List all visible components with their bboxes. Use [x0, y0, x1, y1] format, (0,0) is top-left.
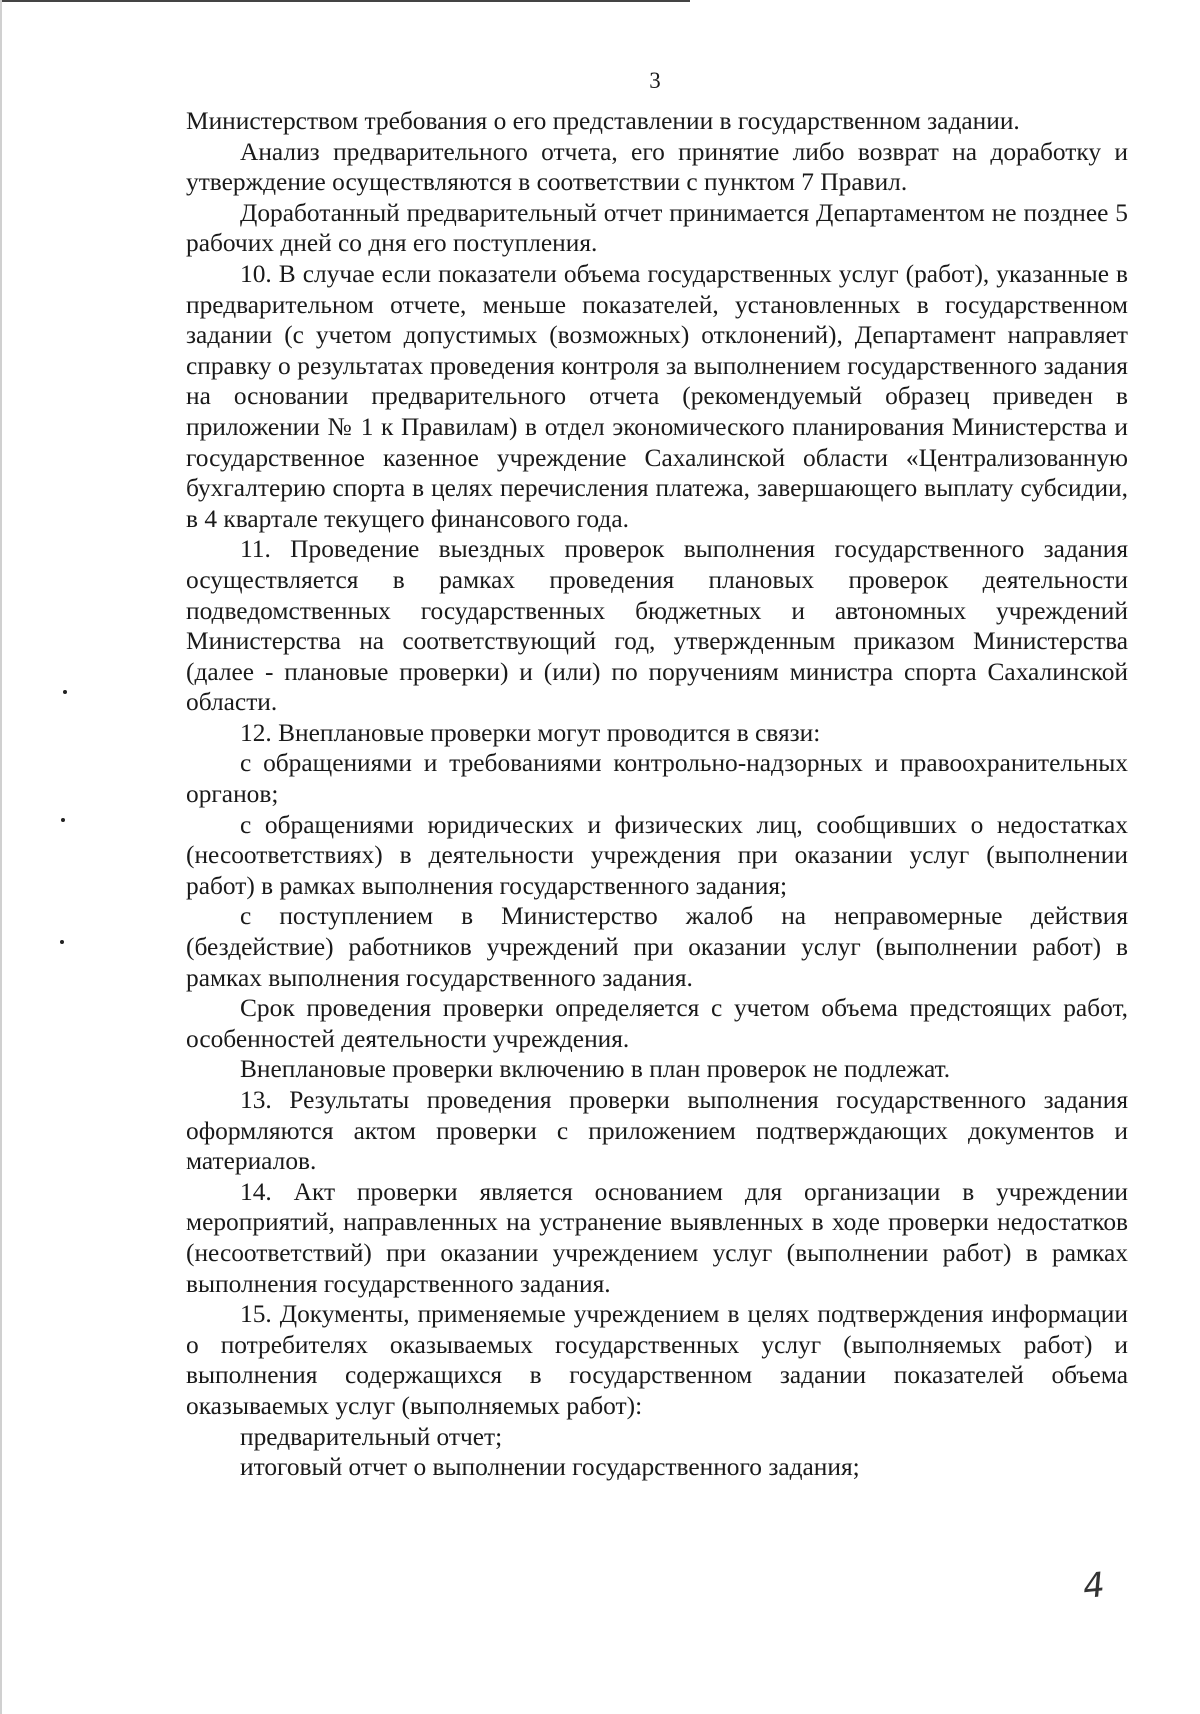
paragraph: Анализ предварительного отчета, его принятие либо возврат на доработку и утверждение осуществляются в соответствии с пунктом 7 Правил. — [186, 137, 1128, 197]
scan-speck — [61, 818, 65, 822]
scan-edge-left — [0, 0, 2, 1714]
paragraph-item-11: 11. Проведение выездных проверок выполнения государственного задания осуществляется в рамках проведения плановых проверок деятельности подведомственных государственных бюджетных и автономных учреждений Министерства на соответствующий год, утвержденным приказом Министерства (далее - плановые проверки) и (или) по поручениям министра спорта Сахалинской области. — [186, 535, 1128, 717]
paragraph: Внеплановые проверки включению в план проверок не подлежат. — [240, 1055, 951, 1084]
scan-edge-top — [0, 0, 690, 2]
paragraph: итоговый отчет о выполнении государственного задания; — [240, 1453, 860, 1482]
paragraph: с обращениями юридических и физических лиц, сообщивших о недостатках (несоответствиях) в деятельности учреждения при оказании услуг (выполнении работ) в рамках выполнения государственного задания; — [186, 810, 1128, 900]
paragraph-item-15: 15. Документы, применяемые учреждением в целях подтверждения информации о потребителях оказываемых государственных услуг (выполняемых работ) и выполнения содержащихся в государственном задании показателей объема оказываемых услуг (выполняемых работ): — [186, 1300, 1128, 1420]
paragraph: Министерством требования о его представлении в государственном задании. — [186, 107, 1020, 135]
paragraph-item-12: 12. Внеплановые проверки могут проводится в связи: — [240, 718, 821, 747]
paragraph: с обращениями и требованиями контрольно-надзорных и правоохранительных органов; — [186, 749, 1128, 809]
paragraph: Доработанный предварительный отчет принимается Департаментом не позднее 5 рабочих дней со дня его поступления. — [186, 198, 1128, 258]
page-number: 3 — [649, 68, 661, 93]
paragraph-item-13: 13. Результаты проведения проверки выполнения государственного задания оформляются актом проверки с приложением подтверждающих документов и материалов. — [186, 1086, 1128, 1176]
handwritten-page-mark: 4 — [1081, 1564, 1108, 1608]
document-body — [186, 106, 1128, 1483]
paragraph-item-10: 10. В случае если показатели объема государственных услуг (работ), указанные в предварительном отчете, меньше показателей, установленных в государственном задании (с учетом допустимых (возможных) отклонений), Департамент направляет справку о результатах проведения контроля за выполнением государственного задания на основании предварительного отчета (рекомендуемый образец приведен в приложении № 1 к Правилам) в отдел экономического планирования Министерства и государственное казенное учреждение Сахалинской области «Централизованную бухгалтерию спорта в целях перечисления платежа, завершающего выплату субсидии, в 4 квартале текущего финансового года. — [186, 259, 1128, 533]
paragraph: Срок проведения проверки определяется с учетом объема предстоящих работ, особенностей деятельности учреждения. — [186, 994, 1128, 1053]
scan-speck — [63, 690, 67, 694]
paragraph: с поступлением в Министерство жалоб на неправомерные действия (бездействие) работников учреждений при оказании услуг (выполнении работ) в рамках выполнения государственного задания. — [186, 902, 1128, 992]
paragraph: предварительный отчет; — [240, 1422, 503, 1451]
paragraph-item-14: 14. Акт проверки является основанием для организации в учреждении мероприятий, направленных на устранение выявленных в ходе проверки недостатков (несоответствий) при оказании учреждением услуг (выполнении работ) в рамках выполнения государственного задания. — [186, 1177, 1128, 1298]
scan-speck — [60, 940, 64, 944]
